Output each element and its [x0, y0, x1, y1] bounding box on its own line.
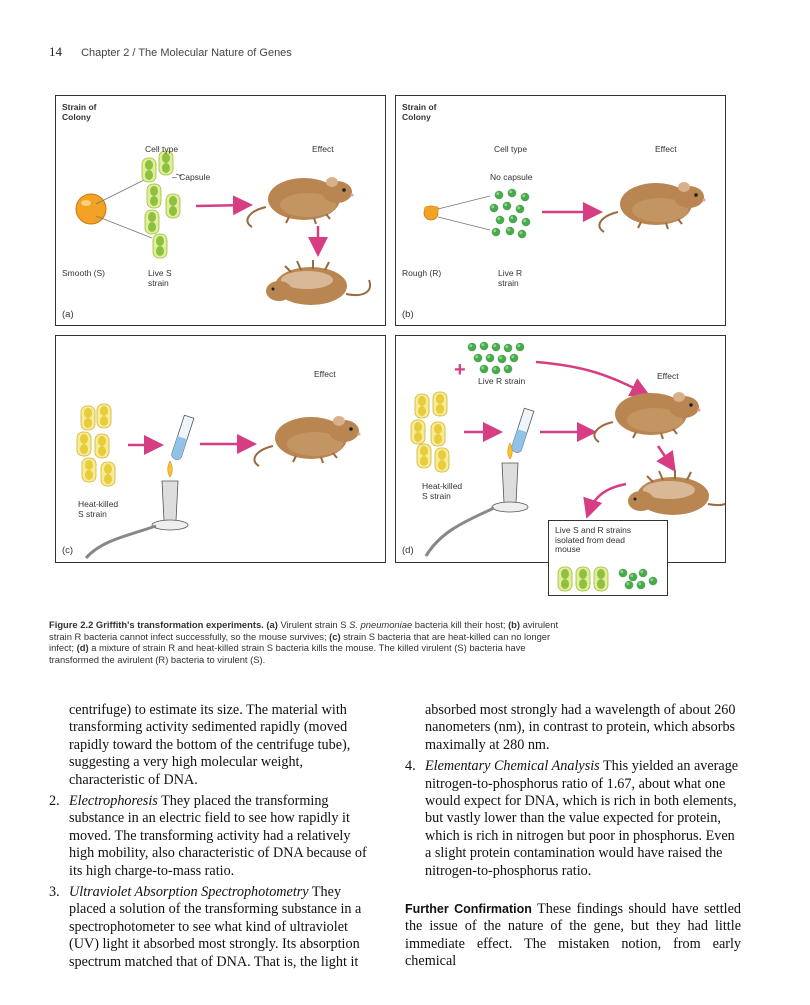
cells-label: Heat-killed S strain — [78, 499, 119, 519]
panel-letter: (d) — [402, 545, 414, 556]
caption-label: Figure 2.2 — [49, 619, 94, 630]
list-item-text: This yielded an average nitrogen-to-phosphorus ratio of 1.67, about what one would expect for DNA, which is rich in both elements, but vastly lower than the value expected for protein, which is rich in nitrogen but poor in phosphorus. Even a slight protein contamination would have raised the nitrogen-to-phosphorus ratio. — [425, 758, 739, 879]
live-r-label: Live R strain — [478, 376, 526, 386]
list-item-4 — [405, 758, 741, 880]
caption-text-b: avirulent strain R bacteria cannot infect successfully, so the mouse survives; — [49, 619, 559, 642]
cells-label: Live R strain — [498, 268, 523, 288]
s-cells-icon — [142, 151, 180, 258]
panel-letter: (b) — [402, 309, 414, 320]
cells-label: Live S strain — [148, 268, 172, 288]
caption-tag-c: (c) — [329, 630, 341, 642]
effect-label: Effect — [314, 369, 336, 379]
test-tube-icon — [511, 408, 534, 453]
list-num: 4. — [405, 758, 416, 775]
panel-a-illustration — [56, 96, 385, 325]
caption-text-a2: bacteria kill their host; — [412, 619, 506, 630]
colony-label: Rough (R) — [402, 268, 442, 278]
live-mouse-icon — [247, 177, 353, 227]
dead-mouse-result-icon — [254, 416, 360, 466]
list-num: 3. — [49, 884, 60, 901]
cells-label: Heat-killed S strain — [422, 481, 463, 501]
plus-icon: + — [454, 359, 466, 381]
bunsen-burner-icon — [492, 443, 528, 512]
left-column — [49, 702, 377, 971]
list-num: 2. — [49, 793, 60, 810]
caption-tag-a: (a) — [266, 619, 278, 630]
strain-label: Strain of Colony — [62, 102, 97, 122]
live-mouse-icon — [599, 182, 705, 232]
paragraph-text: These findings should have settled the issue of the nature of the gene, but they had little immediate effect. The mistaken notion, from early chemical — [405, 901, 742, 970]
list-item-2 — [49, 793, 377, 880]
panel-letter: (c) — [62, 545, 74, 556]
heat-killed-cells-icon — [411, 392, 449, 472]
list-item-title: Electrophoresis — [69, 793, 158, 810]
further-confirmation-paragraph — [405, 901, 741, 971]
panel-a — [55, 95, 386, 326]
heat-killed-cells-icon — [77, 404, 115, 486]
caption-tag-b: (b) — [508, 619, 521, 630]
arrow-to-mouse — [196, 205, 248, 206]
capsule-label: – Capsule — [172, 172, 211, 182]
effect-label: Effect — [312, 144, 334, 154]
live-r-cells-icon — [468, 342, 525, 375]
list-item-title: Elementary Chemical Analysis — [425, 758, 600, 775]
isolated-strains-inset — [548, 520, 668, 596]
panel-b-illustration — [396, 96, 725, 325]
effect-label: Effect — [655, 144, 677, 154]
page-number: 14 — [49, 44, 62, 59]
dead-mouse-icon — [266, 260, 370, 305]
dead-mouse-icon — [628, 470, 725, 515]
list-item-text: They placed a solution of the transforming substance in a spectrophotometer to see what kind of ultraviolet (UV) light it absorbed most strongly. Its absorption spectrum matched that of DNA. That is, the light it — [69, 884, 362, 970]
caption-text-a: Virulent strain S — [277, 619, 350, 630]
inset-cells-icon — [549, 521, 667, 595]
rough-colony-icon — [424, 206, 439, 220]
effect-label: Effect — [657, 371, 679, 381]
right-intro: absorbed most strongly had a wavelength of about 260 nanometers (nm), in contrast to protein, which absorbs maximally at 280 nm. — [425, 702, 736, 753]
caption-text-d: a mixture of strain R and heat-killed strain S bacteria kills the mouse. The killed virulent (S) bacteria have transformed the avirulent (R) bacteria to virulent (S). — [49, 642, 526, 665]
cell-type-label: Cell type — [145, 144, 179, 154]
panel-b — [395, 95, 726, 326]
right-column — [405, 702, 741, 971]
smooth-colony-icon — [76, 194, 106, 224]
test-tube-icon — [171, 415, 194, 460]
inset-label: Live S and R strains isolated from dead mouse — [555, 525, 632, 555]
colony-label: Smooth (S) — [62, 268, 105, 278]
mouse-icon — [594, 392, 700, 442]
cell-type-label: Cell type — [494, 144, 528, 154]
running-header — [49, 44, 292, 60]
left-intro: centrifuge) to estimate its size. The material with transforming activity sedimented rapidly (moved rapidly toward the bottom of the centrifuge tube), suggesting a very high molecular weight, characteristic of DNA. — [69, 702, 351, 788]
bunsen-burner-icon — [152, 461, 188, 530]
panel-letter: (a) — [62, 309, 74, 320]
caption-title: Griffith's transformation experiments. — [95, 619, 264, 630]
figure-caption — [49, 619, 569, 665]
panel-c — [55, 335, 386, 563]
caption-text-c: strain S bacteria that are heat-killed can no longer infect; — [49, 630, 551, 654]
section-runin-heading: Further Confirmation — [405, 902, 532, 917]
list-item-3 — [49, 884, 377, 971]
strain-label: Strain of Colony — [402, 102, 437, 122]
caption-species: S. pneumoniae — [349, 619, 413, 630]
caption-tag-d: (d) — [76, 642, 89, 654]
no-capsule-label: No capsule — [490, 172, 533, 182]
chapter-title: Chapter 2 / The Molecular Nature of Genes — [81, 47, 292, 59]
list-item-text: They placed the transforming substance in an electric field to see how rapidly it moved. The transforming activity had a relatively high mobility, also characteristic of DNA because of its high charge-to-mass ratio. — [69, 793, 367, 879]
r-cells-icon — [490, 189, 531, 239]
list-item-title: Ultraviolet Absorption Spectrophotometry — [69, 884, 309, 901]
